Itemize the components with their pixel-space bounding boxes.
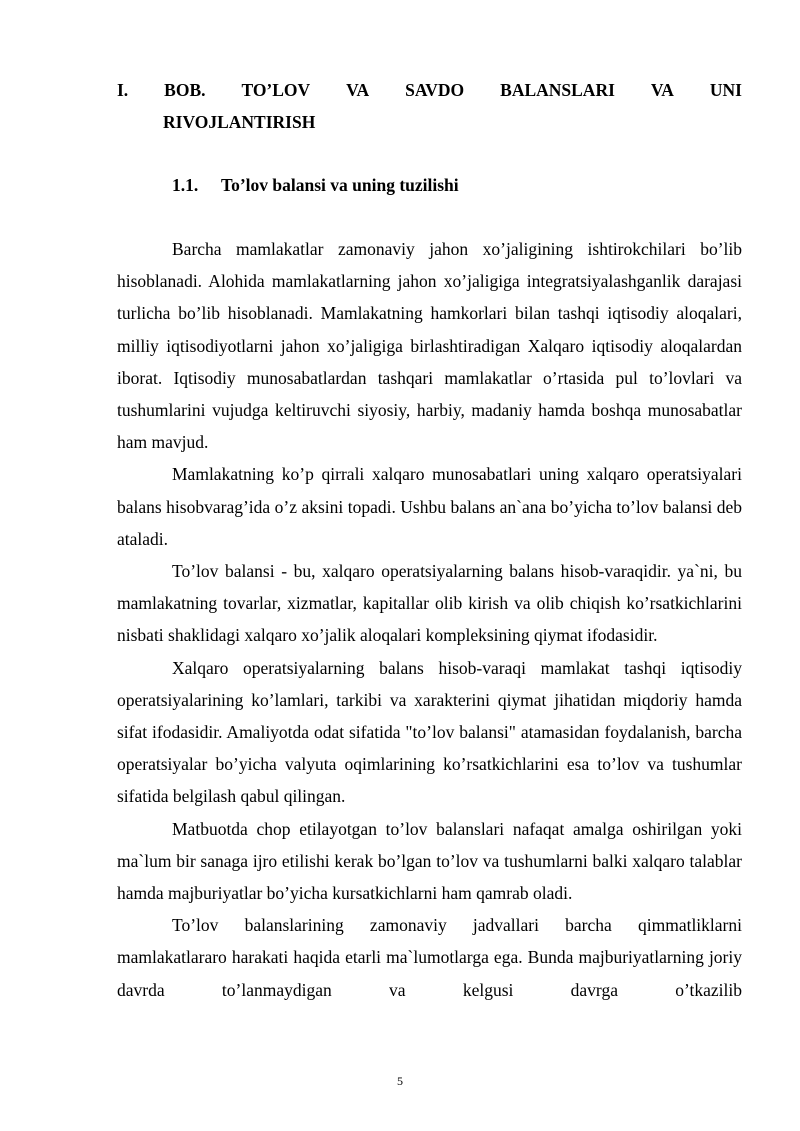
chapter-word: VA <box>650 80 674 100</box>
paragraph: Mamlakatning ko’p qirrali xalqaro munosabatlari uning xalqaro operatsiyalari balans hisobvarag’ida o’z aksini topadi. Ushbu balans an`ana bo’yicha to’lov balansi deb ataladi. <box>117 464 742 549</box>
paragraph: To’lov balanslarining zamonaviy jadvallari barcha qimmatliklarni mamlakatlararo harakati haqida etarli ma`lumotlarga ega. Bunda majburiyatlarning joriy davrda to’lanmaydigan va kelgusi davrga o’tkazilib <box>117 915 742 1000</box>
body-text <box>117 233 742 1006</box>
section-number: 1.1. <box>172 175 199 195</box>
page-number: 5 <box>397 1074 403 1088</box>
chapter-heading <box>117 74 742 138</box>
section-heading <box>172 173 459 197</box>
chapter-word: UNI <box>709 80 742 100</box>
chapter-word: VA <box>346 80 370 100</box>
paragraph: Matbuotda chop etilayotgan to’lov balanslari nafaqat amalga oshirilgan yoki ma`lum bir sanaga ijro etilishi kerak bo’lgan to’lov va tushumlarni balki xalqaro talablar hamda majburiyatlar bo’yicha kursatkichlarni ham qamrab oladi. <box>117 818 742 904</box>
section-title: To’lov balansi va uning tuzilishi <box>221 175 459 195</box>
chapter-heading-line2: RIVOJLANTIRISH <box>163 112 316 132</box>
chapter-word: I. <box>117 80 129 100</box>
chapter-word: BOB. <box>164 80 206 100</box>
paragraph: Barcha mamlakatlar zamonaviy jahon xo’jaligining ishtirokchilari bo’lib hisoblanadi. Alohida mamlakatlarning jahon xo’jaligiga integratsiyalashganlik darajasi turlicha bo’lib hisoblanadi. Mamlakatning hamkorlari bilan tashqi iqtisodiy aloqalari, milliy iqtisodiyotlarni jahon xo’jaligiga birlashtiradigan Xalqaro iqtisodiy aloqalardan iborat. Iqtisodiy munosabatlardan tashqari mamlakatlar o’rtasida pul to’lovlari va tushumlarini vujudga keltiruvchi siyosiy, harbiy, madaniy hamda boshqa munosabatlar ham mavjud. <box>117 239 742 453</box>
chapter-word: BALANSLARI <box>500 80 615 100</box>
paragraph: To’lov balansi - bu, xalqaro operatsiyalarning balans hisob-varaqidir. ya`ni, bu mamlakatning tovarlar, xizmatlar, kapitallar olib kirish va olib chiqish ko’rsatkichlarini nisbati shaklidagi xalqaro xo’jalik aloqalari kompleksining qiymat ifodasidir. <box>117 561 742 646</box>
chapter-heading-line1 <box>117 74 742 106</box>
chapter-word: SAVDO <box>405 80 465 100</box>
paragraph: Xalqaro operatsiyalarning balans hisob-varaqi mamlakat tashqi iqtisodiy operatsiyalarining ko’lamlari, tarkibi va xarakterini qiymat jihatidan miqdoriy hamda sifat ifodasidir. Amaliyotda odat sifatida "to’lov balansi" atamasidan foydalanish, barcha operatsiyalar bo’yicha valyuta oqimlarining ko’rsatkichlarini esa to’lov va tushumlar sifatida belgilash qabul qilingan. <box>117 657 742 807</box>
chapter-word: TO’LOV <box>241 80 311 100</box>
